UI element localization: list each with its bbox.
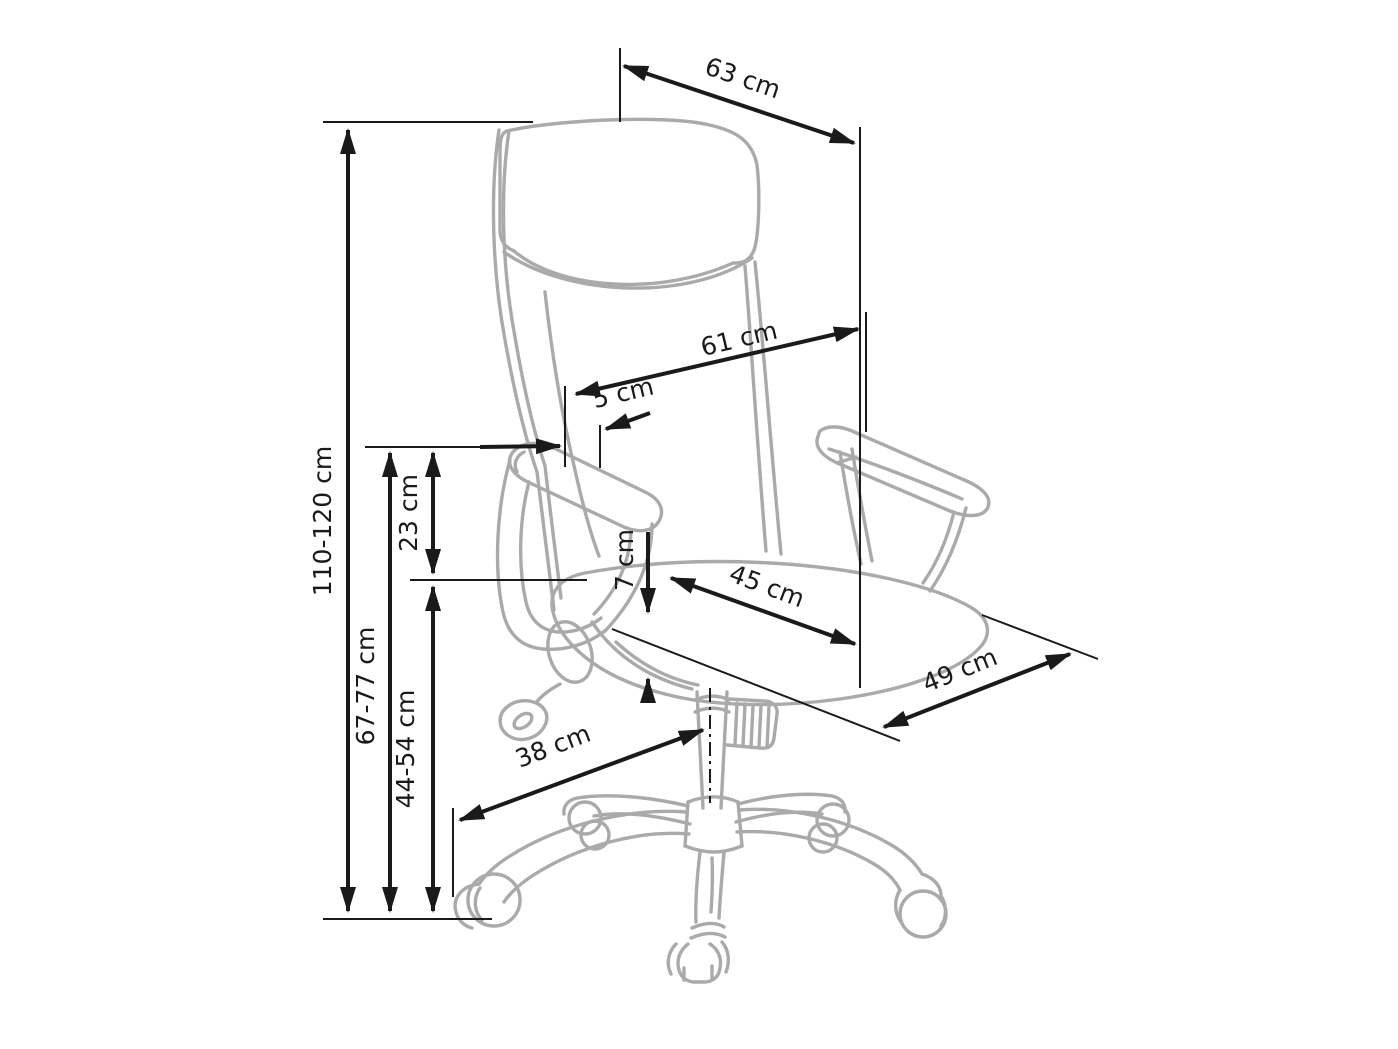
label-seat-cushion-thickness: 7 cm [610, 529, 639, 591]
label-total-height: 110-120 cm [308, 445, 337, 597]
dimension-arrow-gap-left [480, 446, 560, 447]
dimension-lines [348, 66, 1070, 911]
right-armrest [817, 427, 989, 591]
dimension-labels [308, 52, 1001, 809]
label-armrest-floor-height: 67-77 cm [351, 626, 380, 746]
label-seat-height: 44-54 cm [391, 689, 420, 809]
label-seat-depth: 45 cm [725, 558, 809, 614]
label-backrest-seat-gap: 5 cm [589, 371, 657, 415]
base [455, 794, 946, 982]
chair-line-art [455, 119, 989, 982]
headrest [500, 119, 759, 288]
label-top-depth: 63 cm [701, 51, 785, 105]
dimension-arrow-gap-right [606, 413, 650, 429]
label-backrest-height: 61 cm [697, 315, 781, 362]
label-base-leg-reach: 38 cm [511, 718, 595, 774]
caster-front [668, 944, 676, 974]
label-seat-width: 49 cm [918, 642, 1002, 699]
caster-right [900, 891, 946, 937]
gas-lift [695, 692, 777, 808]
label-armrest-above-seat: 23 cm [394, 474, 423, 552]
seat-bracket [540, 616, 599, 688]
caster-rear-left [569, 802, 601, 834]
